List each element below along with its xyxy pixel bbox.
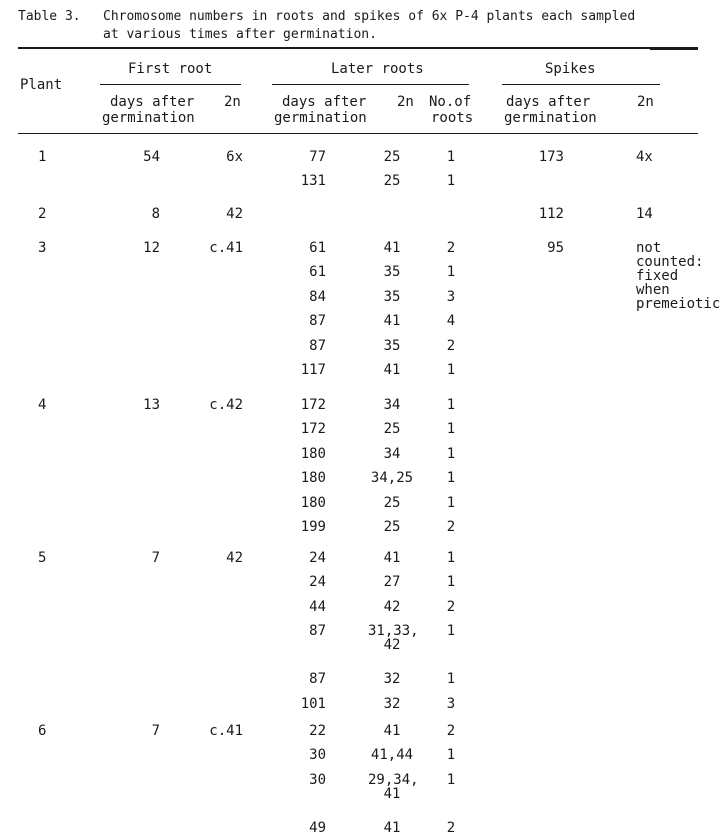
later-root-days: 117: [300, 362, 326, 378]
later-root-2n: 41,44: [370, 747, 414, 764]
later-root-days: 180: [300, 445, 326, 462]
first-root-days: 8: [151, 206, 160, 222]
first-root-2n: 6x: [226, 149, 243, 165]
later-root-count: 2: [446, 519, 456, 535]
later-root-days: 172: [300, 397, 326, 413]
header-spike-germination: germination: [504, 110, 597, 126]
header-first-days: days after: [110, 94, 195, 110]
later-root-count: 1: [446, 550, 456, 566]
later-root-count: 3: [446, 695, 456, 712]
first-root-days: 12: [143, 240, 160, 256]
later-root-days: 24: [309, 574, 326, 591]
later-root-days: 61: [309, 240, 326, 256]
later-root-2n: 31,33, 42: [368, 623, 419, 654]
later-root-days: 199: [300, 519, 326, 535]
later-root-days: 180: [300, 494, 326, 511]
first-root-2n: c.41: [209, 723, 243, 739]
later-root-days: 87: [309, 313, 326, 330]
header-later-2n: 2n: [397, 94, 414, 110]
header-rule: [18, 133, 698, 134]
header-first-2n: 2n: [224, 94, 241, 110]
spike-2n: 4x: [636, 149, 653, 165]
later-root-count: 1: [446, 771, 456, 788]
plant-number: 6: [38, 723, 47, 739]
caption-label: Table 3.: [18, 9, 81, 24]
later-root-2n: 25: [383, 173, 401, 190]
later-root-2n: 41: [383, 819, 401, 836]
later-root-2n: 25: [383, 149, 401, 165]
later-root-days: 30: [309, 771, 326, 788]
first-root-days: 54: [143, 149, 160, 165]
header-spike-2n: 2n: [637, 94, 654, 110]
later-root-2n: 34: [383, 397, 401, 413]
header-first-root: First root: [128, 61, 213, 77]
header-roots: roots: [431, 110, 474, 126]
spike-2n: 14: [636, 206, 653, 222]
first-root-2n: 42: [226, 206, 243, 222]
plant-number: 1: [38, 149, 47, 165]
later-root-count: 1: [446, 264, 456, 281]
later-root-count: 1: [446, 494, 456, 511]
later-root-days: 49: [309, 819, 326, 836]
later-root-count: 2: [446, 723, 456, 739]
later-root-days: 77: [309, 149, 326, 165]
later-root-count: 1: [446, 623, 456, 640]
later-root-count: 1: [446, 470, 456, 487]
header-spikes: Spikes: [545, 61, 596, 77]
spike-days: 95: [547, 240, 564, 256]
later-root-2n: 25: [383, 421, 401, 438]
header-no-of: No.of: [429, 94, 472, 110]
later-root-days: 180: [300, 470, 326, 487]
later-root-count: 3: [446, 288, 456, 305]
later-root-days: 172: [300, 421, 326, 438]
later-root-2n: 25: [383, 494, 401, 511]
later-root-days: 87: [309, 623, 326, 640]
later-root-count: 2: [446, 337, 456, 354]
later-root-2n: 27: [383, 574, 401, 591]
spike-days: 173: [538, 149, 564, 165]
later-root-2n: 42: [383, 598, 401, 615]
header-first-germination: germination: [102, 110, 195, 126]
header-spike-days: days after: [506, 94, 591, 110]
later-root-2n: 35: [383, 288, 401, 305]
spikes-rule: [502, 84, 660, 85]
later-root-days: 22: [309, 723, 326, 739]
first-root-2n: c.41: [209, 240, 243, 256]
later-root-count: 1: [446, 149, 456, 165]
spike-2n: not counted: fixed when premeiotic: [636, 240, 721, 312]
later-root-count: 1: [446, 421, 456, 438]
later-root-days: 87: [309, 671, 326, 688]
later-root-days: 61: [309, 264, 326, 281]
later-root-days: 30: [309, 747, 326, 764]
later-root-2n: 25: [383, 519, 401, 535]
plant-number: 3: [38, 240, 47, 256]
later-root-count: 1: [446, 397, 456, 413]
later-root-count: 1: [446, 747, 456, 764]
header-later-days: days after: [282, 94, 367, 110]
first-root-2n: 42: [226, 550, 243, 566]
later-root-count: 2: [446, 819, 456, 836]
later-root-2n: 41: [383, 723, 401, 739]
later-root-2n: 32: [383, 671, 401, 688]
first-root-days: 13: [143, 397, 160, 413]
later-root-2n: 34,25: [370, 470, 414, 487]
later-root-count: 1: [446, 362, 456, 378]
first-root-days: 7: [151, 550, 160, 566]
first-root-2n: c.42: [209, 397, 243, 413]
top-rule-tail: [650, 47, 698, 50]
later-root-2n: 41: [383, 362, 401, 378]
later-root-2n: 35: [383, 264, 401, 281]
caption-line-2: at various times after germination.: [103, 27, 377, 42]
later-root-days: 24: [309, 550, 326, 566]
later-root-days: 84: [309, 288, 326, 305]
plant-number: 2: [38, 206, 47, 222]
top-rule: [18, 47, 698, 49]
plant-number: 4: [38, 397, 47, 413]
later-root-count: 1: [446, 574, 456, 591]
later-root-days: 87: [309, 337, 326, 354]
later-root-2n: 29,34, 41: [368, 771, 419, 802]
later-root-count: 2: [446, 240, 456, 256]
later-root-2n: 41: [383, 240, 401, 256]
later-root-count: 1: [446, 671, 456, 688]
later-root-2n: 41: [383, 313, 401, 330]
spike-days: 112: [538, 206, 564, 222]
later-roots-rule: [272, 84, 469, 85]
later-root-count: 1: [446, 445, 456, 462]
later-root-2n: 35: [383, 337, 401, 354]
later-root-count: 1: [446, 173, 456, 190]
plant-number: 5: [38, 550, 47, 566]
later-root-2n: 32: [383, 695, 401, 712]
later-root-count: 4: [446, 313, 456, 330]
later-root-days: 131: [300, 173, 326, 190]
later-root-2n: 41: [383, 550, 401, 566]
later-root-count: 2: [446, 598, 456, 615]
first-root-days: 7: [151, 723, 160, 739]
header-later-germination: germination: [274, 110, 367, 126]
header-later-roots: Later roots: [331, 61, 424, 77]
later-root-days: 44: [309, 598, 326, 615]
caption-line-1: Chromosome numbers in roots and spikes of 6x P-4 plants each sampled: [103, 9, 636, 24]
later-root-days: 101: [300, 695, 326, 712]
first-root-rule: [100, 84, 241, 85]
later-root-2n: 34: [383, 445, 401, 462]
header-plant: Plant: [20, 77, 63, 93]
